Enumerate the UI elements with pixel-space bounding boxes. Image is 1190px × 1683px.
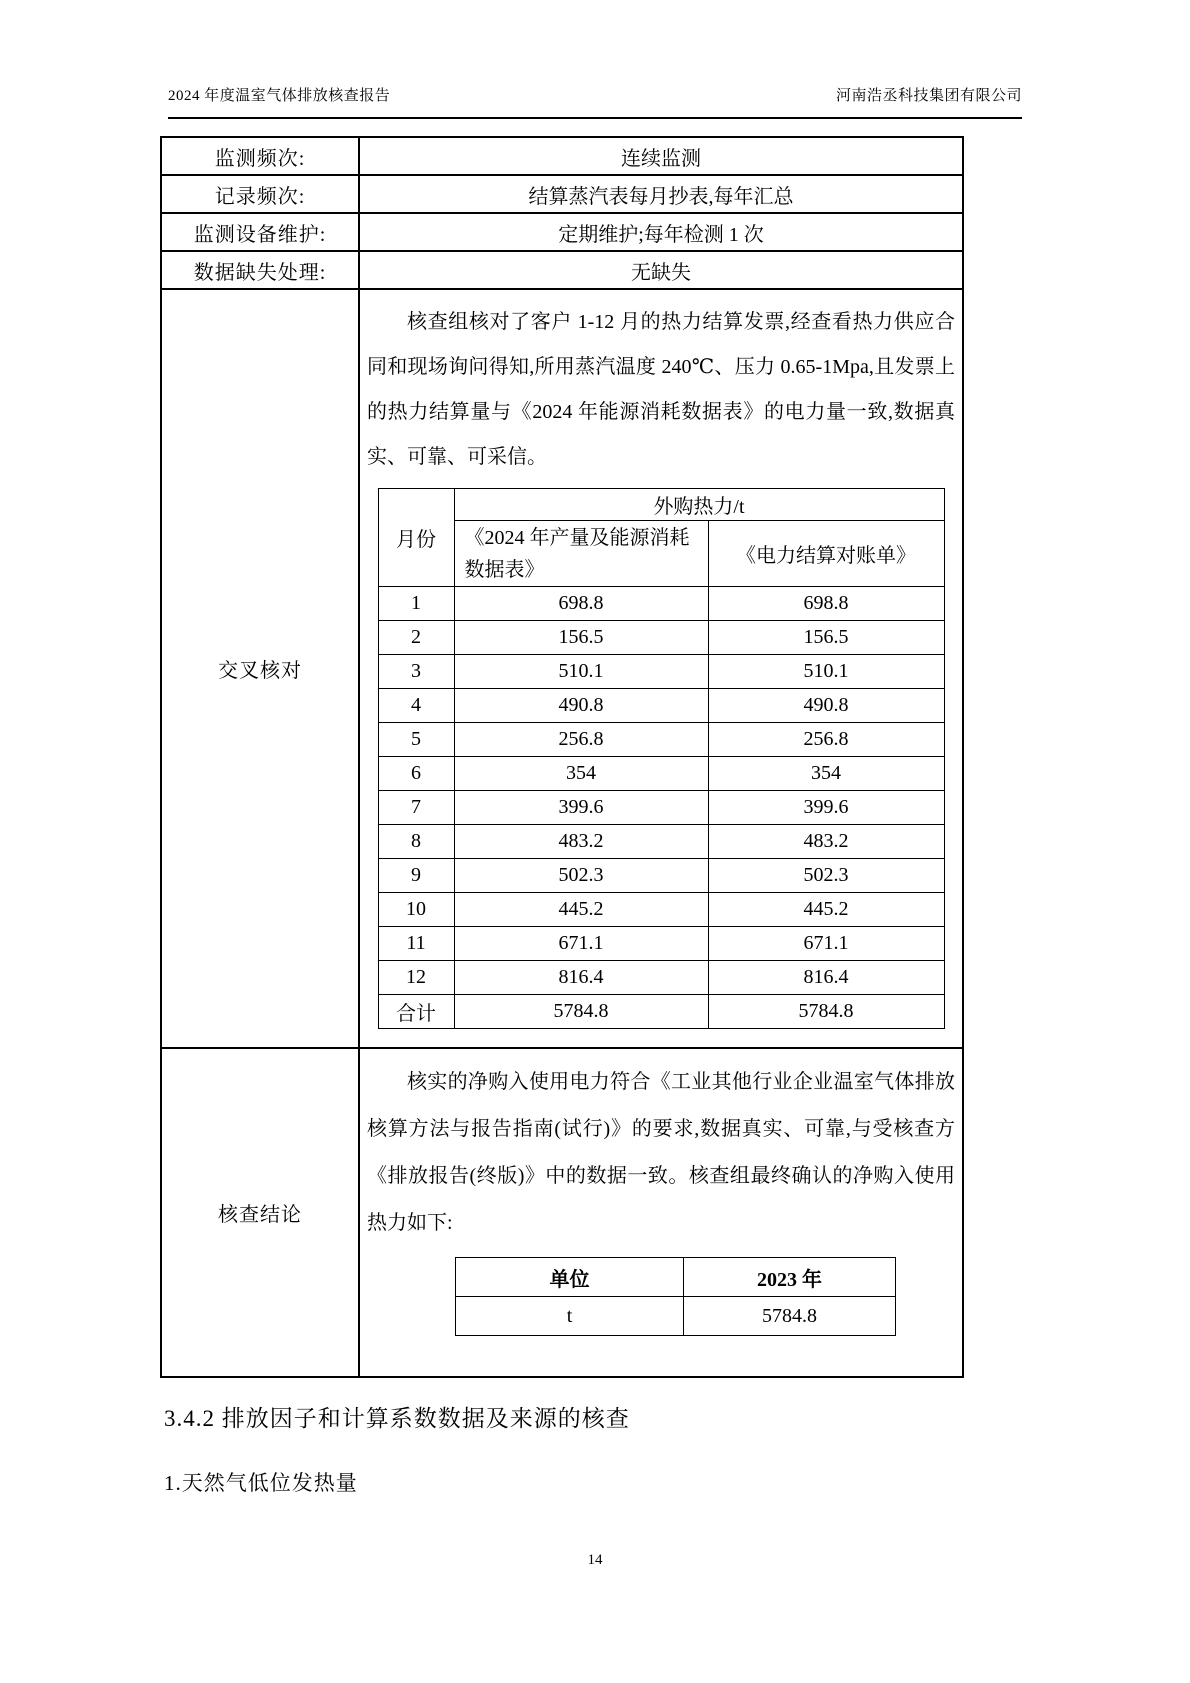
settlement-value: 354: [708, 757, 944, 791]
cross-check-row: [161, 289, 963, 1048]
settlement-value: 490.8: [708, 689, 944, 723]
month-cell: 11: [378, 927, 454, 961]
month-cell: 1: [378, 587, 454, 621]
energy-sheet-value: 399.6: [454, 791, 708, 825]
conclusion-row: [161, 1048, 963, 1377]
settlement-value: 445.2: [708, 893, 944, 927]
month-column-header: 月份: [378, 489, 454, 587]
heat-data-row: [378, 961, 944, 995]
settlement-value: 156.5: [708, 621, 944, 655]
settlement-value: 510.1: [708, 655, 944, 689]
year-column-header: 2023 年: [684, 1258, 896, 1297]
month-cell: 5: [378, 723, 454, 757]
month-cell: 2: [378, 621, 454, 655]
conclusion-content: [359, 1048, 963, 1377]
cross-check-label: 交叉核对: [161, 289, 359, 1048]
heat-data-row: [378, 927, 944, 961]
settlement-total: 5784.8: [708, 995, 944, 1029]
settlement-value: 256.8: [708, 723, 944, 757]
energy-sheet-value: 445.2: [454, 893, 708, 927]
row-label-missing-data: 数据缺失处理:: [161, 251, 359, 289]
month-cell: 6: [378, 757, 454, 791]
year-value: 5784.8: [684, 1297, 896, 1336]
conclusion-paragraph: 核实的净购入使用电力符合《工业其他行业企业温室气体排放核算方法与报告指南(试行)》的要求,数据真实、可靠,与受核查方《排放报告(终版)》中的数据一致。核查组最终确认的净购入使用热力如下:: [367, 1071, 955, 1234]
energy-sheet-value: 256.8: [454, 723, 708, 757]
summary-header-row: [456, 1258, 896, 1297]
confirmed-heat-summary-table: [455, 1257, 896, 1336]
unit-column-header: 单位: [456, 1258, 684, 1297]
section-heading-342: 3.4.2 排放因子和计算系数数据及来源的核查: [164, 1406, 630, 1431]
unit-value: t: [456, 1297, 684, 1336]
energy-sheet-total: 5784.8: [454, 995, 708, 1029]
month-cell: 3: [378, 655, 454, 689]
monitoring-verification-table: [160, 136, 964, 1378]
row-value-missing-data: 无缺失: [359, 251, 963, 289]
energy-sheet-value: 483.2: [454, 825, 708, 859]
heat-data-row: [378, 587, 944, 621]
settlement-value: 671.1: [708, 927, 944, 961]
energy-sheet-value: 490.8: [454, 689, 708, 723]
energy-sheet-value: 156.5: [454, 621, 708, 655]
energy-sheet-value: 510.1: [454, 655, 708, 689]
settlement-statement-header: 《电力结算对账单》: [708, 521, 944, 587]
header-company-name: 河南浩丞科技集团有限公司: [835, 88, 1022, 104]
row-label-record-frequency: 记录频次:: [161, 175, 359, 213]
heat-data-row: [378, 621, 944, 655]
month-cell: 7: [378, 791, 454, 825]
heat-data-row: [378, 689, 944, 723]
cross-check-paragraph: 核查组核对了客户 1-12 月的热力结算发票,经查看热力供应合同和现场询问得知,所用蒸汽温度 240℃、压力 0.65-1Mpa,且发票上的热力结算量与《2024 年能源消耗数据表》的电力量一致,数据真实、可靠、可采信。: [367, 311, 955, 468]
page-number: 14: [587, 1552, 603, 1568]
month-cell: 9: [378, 859, 454, 893]
month-cell: 10: [378, 893, 454, 927]
subsection-heading-natural-gas: 1.天然气低位发热量: [164, 1471, 358, 1495]
heat-data-row: [378, 825, 944, 859]
energy-data-sheet-header: 《2024 年产量及能源消耗数据表》: [454, 521, 708, 587]
row-value-equipment-maintenance: 定期维护;每年检测 1 次: [359, 213, 963, 251]
settlement-value: 502.3: [708, 859, 944, 893]
settlement-value: 399.6: [708, 791, 944, 825]
month-cell: 12: [378, 961, 454, 995]
heat-total-row: [378, 995, 944, 1029]
heat-table-subheader-row: [378, 521, 944, 587]
energy-sheet-value: 816.4: [454, 961, 708, 995]
heat-data-row: [378, 859, 944, 893]
heat-data-row: [378, 655, 944, 689]
row-label-equipment-maintenance: 监测设备维护:: [161, 213, 359, 251]
summary-data-row: [456, 1297, 896, 1336]
energy-sheet-value: 502.3: [454, 859, 708, 893]
month-cell: 8: [378, 825, 454, 859]
table-row: [161, 137, 963, 175]
purchased-heat-span-header: 外购热力/t: [454, 489, 944, 521]
heat-data-row: [378, 757, 944, 791]
total-label: 合计: [378, 995, 454, 1029]
heat-data-row: [378, 723, 944, 757]
settlement-value: 483.2: [708, 825, 944, 859]
row-value-monitoring-frequency: 连续监测: [359, 137, 963, 175]
energy-sheet-value: 354: [454, 757, 708, 791]
settlement-value: 816.4: [708, 961, 944, 995]
energy-sheet-value: 671.1: [454, 927, 708, 961]
heat-data-row: [378, 893, 944, 927]
conclusion-label: 核查结论: [161, 1048, 359, 1377]
row-label-monitoring-frequency: 监测频次:: [161, 137, 359, 175]
heat-data-row: [378, 791, 944, 825]
purchased-heat-table: [378, 488, 945, 1029]
energy-sheet-value: 698.8: [454, 587, 708, 621]
header-divider: [168, 117, 1022, 119]
row-value-record-frequency: 结算蒸汽表每月抄表,每年汇总: [359, 175, 963, 213]
heat-table-header-row: [378, 489, 944, 521]
cross-check-content: [359, 289, 963, 1048]
table-row: [161, 175, 963, 213]
table-row: [161, 213, 963, 251]
settlement-value: 698.8: [708, 587, 944, 621]
header-report-title: 2024 年度温室气体排放核查报告: [168, 88, 391, 104]
month-cell: 4: [378, 689, 454, 723]
table-row: [161, 251, 963, 289]
page-header: [168, 84, 1022, 105]
